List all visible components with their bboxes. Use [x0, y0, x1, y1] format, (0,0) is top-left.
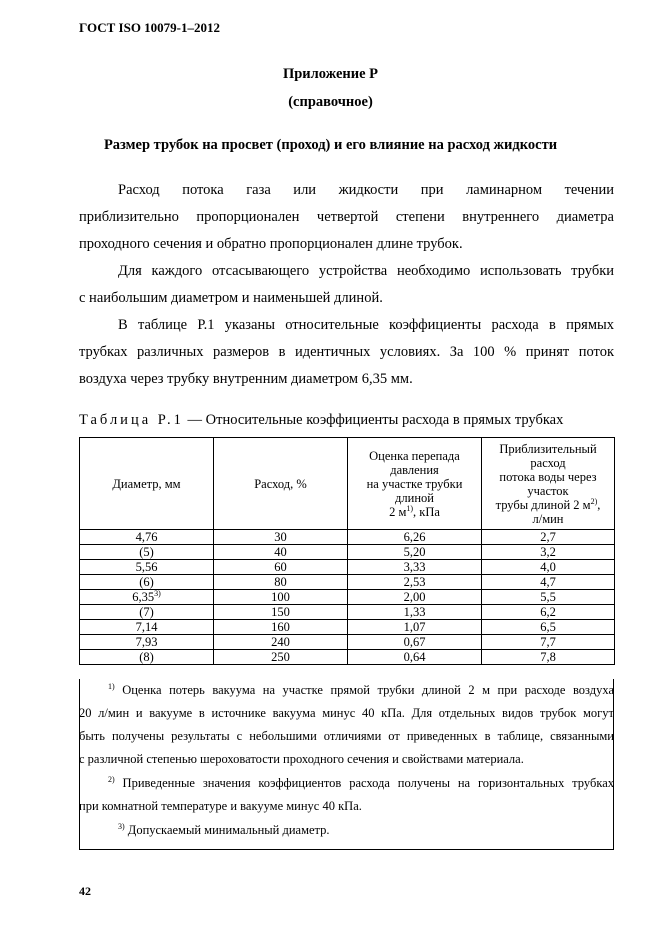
cell-water: 3,2 — [482, 545, 615, 560]
document-header: ГОСТ ISO 10079-1–2012 — [79, 20, 221, 35]
cell-pressure: 0,64 — [348, 650, 482, 665]
footnote-line: с различной степенью шероховатости проходного сечения и свойствами материала. — [79, 752, 524, 766]
cell-flow: 60 — [214, 560, 348, 575]
cell-water: 5,5 — [482, 590, 615, 605]
footnote-line: при комнатной температуре и вакууме минус 40 кПа. — [79, 799, 362, 813]
col-header-water — [482, 438, 615, 530]
table-row — [80, 650, 615, 665]
table-row — [80, 620, 615, 635]
header-line: Оценка перепада — [369, 448, 460, 463]
footnote-mark: 3) — [154, 588, 161, 598]
cell-diameter: 7,14 — [80, 620, 214, 635]
cell-diameter: (8) — [80, 650, 214, 665]
col-header-flow: Расход, % — [214, 438, 348, 530]
footnote-mark-3: 3) — [118, 821, 125, 831]
cell-flow: 240 — [214, 635, 348, 650]
cell-pressure: 3,33 — [348, 560, 482, 575]
cell-water: 4,0 — [482, 560, 615, 575]
paragraph-line: приблизительно пропорционален четвертой степени внутреннего диаметра — [79, 209, 614, 225]
header-line: потока воды через — [499, 469, 597, 484]
header-line: длиной — [395, 490, 434, 505]
col-header-pressure — [348, 438, 482, 530]
flow-table — [79, 437, 615, 665]
cell-water: 6,2 — [482, 605, 615, 620]
footnote-1-line: $^{1)}$ Оценка потерь вакуума на участке прямой трубки длиной 2 м при расходе воздуха — [108, 681, 615, 697]
footnote-3-line: $^{3)}$ Допускаемый минимальный диаметр. — [118, 821, 330, 837]
cell-diameter: (6) — [80, 575, 214, 590]
header-line — [482, 498, 614, 512]
cell-diameter — [80, 590, 214, 605]
cell-water: 7,8 — [482, 650, 615, 665]
header-line: участок — [527, 483, 569, 498]
cell-diameter: (7) — [80, 605, 214, 620]
paragraph-line: трубках различных размеров в идентичных условиях. За 100 % принят поток — [79, 344, 614, 360]
table-caption — [79, 412, 563, 429]
cell-flow: 250 — [214, 650, 348, 665]
header-text: 2 м — [389, 504, 407, 519]
table-caption-text: — Относительные коэффициенты расхода в прямых трубках — [183, 412, 564, 428]
appendix-subtitle: (справочное) — [288, 94, 373, 110]
footnote-mark: 2) — [590, 496, 598, 506]
paragraph-line: воздуха через трубку внутренним диаметром 6,35 мм. — [79, 371, 413, 387]
table-row — [80, 590, 615, 605]
cell-flow: 40 — [214, 545, 348, 560]
cell-diameter: 5,56 — [80, 560, 214, 575]
table-row — [80, 530, 615, 545]
footnote-2-line: $^{2)}$ Приведенные значения коэффициентов расхода получены на горизонтальных трубках — [108, 774, 615, 790]
cell-pressure: 6,26 — [348, 530, 482, 545]
footnote-mark: 1) — [406, 503, 414, 513]
paragraph-line: Для каждого отсасывающего устройства необходимо использовать трубки — [118, 263, 614, 279]
section-title: Размер трубок на просвет (проход) и его влияние на расход жидкости — [103, 137, 558, 153]
footnote-mark-1: 1) — [108, 681, 115, 691]
cell-pressure: 1,33 — [348, 605, 482, 620]
table-caption-label: Таблица Р.1 — [79, 412, 184, 428]
cell-water: 2,7 — [482, 530, 615, 545]
table-row — [80, 575, 615, 590]
header-line: Приблизительный — [499, 441, 597, 456]
cell-water: 4,7 — [482, 575, 615, 590]
cell-diameter: (5) — [80, 545, 214, 560]
cell-flow: 160 — [214, 620, 348, 635]
header-line — [348, 505, 481, 519]
table-row — [80, 605, 615, 620]
paragraph-line: с наибольшим диаметром и наименьшей длиной. — [79, 290, 383, 306]
cell-pressure: 0,67 — [348, 635, 482, 650]
cell-water: 6,5 — [482, 620, 615, 635]
header-line: на участке трубки — [366, 476, 463, 491]
appendix-title: Приложение Р — [282, 66, 379, 82]
cell-pressure: 5,20 — [348, 545, 482, 560]
page-number: 42 — [79, 884, 91, 898]
table-row — [80, 635, 615, 650]
header-text: трубы длиной 2 м — [495, 497, 591, 512]
header-line: давления — [390, 462, 439, 477]
header-text: , — [597, 497, 601, 512]
paragraph-line: Расход потока газа или жидкости при ламинарном течении — [118, 182, 614, 198]
cell-diameter: 4,76 — [80, 530, 214, 545]
paragraph-line: В таблице Р.1 указаны относительные коэффициенты расхода в прямых — [118, 317, 614, 333]
cell-flow: 80 — [214, 575, 348, 590]
col-header-diameter: Диаметр, мм — [80, 438, 214, 530]
header-unit: , кПа — [413, 504, 440, 519]
table-row — [80, 560, 615, 575]
paragraph-line: проходного сечения и обратно пропорционален длине трубок. — [79, 236, 463, 252]
table-row — [80, 545, 615, 560]
cell-water: 7,7 — [482, 635, 615, 650]
cell-diameter: 7,93 — [80, 635, 214, 650]
cell-pressure: 2,53 — [348, 575, 482, 590]
header-line: л/мин — [532, 511, 564, 526]
footnote-line: 20 л/мин и вакууме в источнике вакуума минус 40 кПа. Для отдельных видов трубок могут — [79, 706, 614, 720]
cell-pressure: 2,00 — [348, 590, 482, 605]
cell-pressure: 1,07 — [348, 620, 482, 635]
footnote-mark-2: 2) — [108, 774, 115, 784]
cell-flow: 100 — [214, 590, 348, 605]
cell-value: 6,35 — [132, 589, 155, 604]
cell-flow: 150 — [214, 605, 348, 620]
cell-flow: 30 — [214, 530, 348, 545]
footnote-line: быть получены результаты с небольшими отличиями от приведенных в таблице, связанными — [79, 729, 614, 743]
header-line: расход — [530, 455, 566, 470]
